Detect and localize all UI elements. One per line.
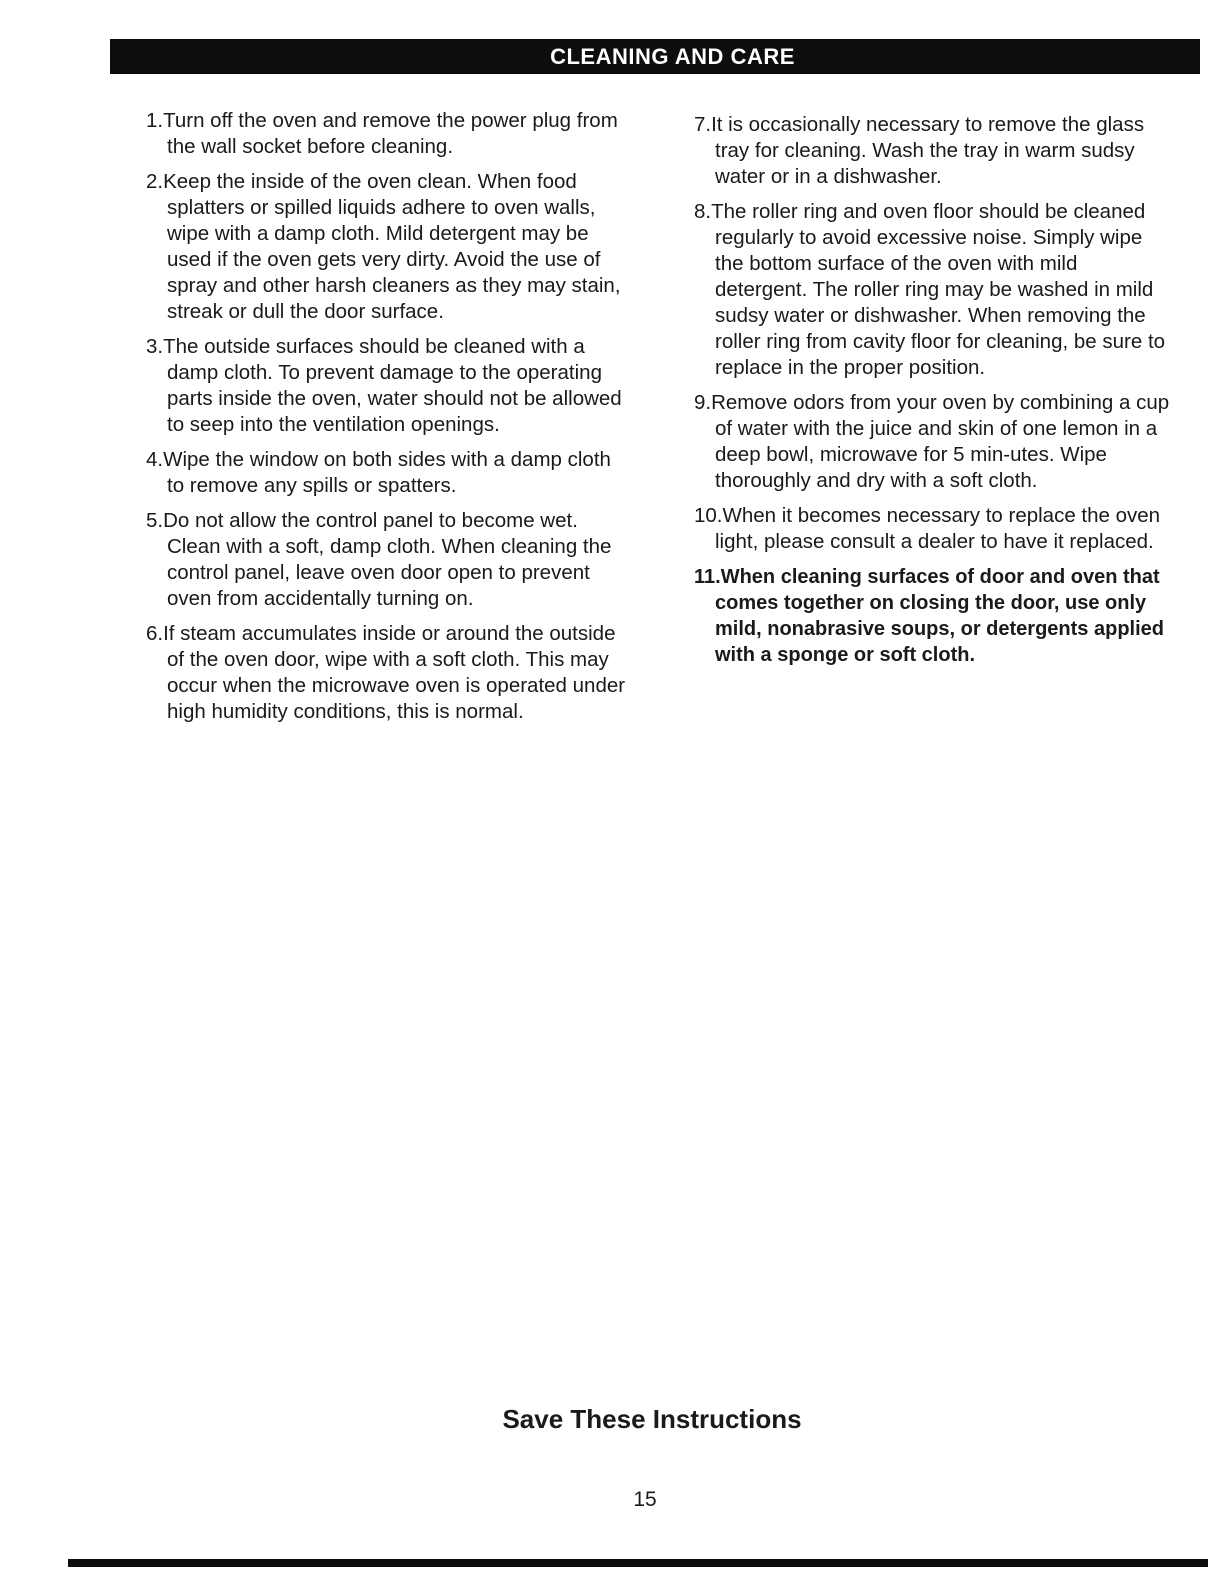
instruction-item: 7.It is occasionally necessary to remove the glass tray for cleaning. Wash the tray in warm sudsy water or in a dishwasher. xyxy=(694,113,1145,188)
instruction-item: 8.The roller ring and oven floor should be cleaned regularly to avoid excessive noise. Simply wipe the bottom surface of the oven with mild detergent. The roller ring may be washed in mild sudsy water or dishwasher. When removing the roller ring from cavity floor for cleaning, be sure to replace in the proper position. xyxy=(694,200,1166,379)
section-header-bar xyxy=(110,39,1200,74)
instruction-item: 1.Turn off the oven and remove the power plug from the wall socket before cleaning. xyxy=(146,109,618,158)
instruction-item: 3.The outside surfaces should be cleaned with a damp cloth. To prevent damage to the operating parts inside the oven, water should not be allowed to seep into the ventilation openings. xyxy=(146,335,622,436)
instruction-item: 9.Remove odors from your oven by combining a cup of water with the juice and skin of one lemon in a deep bowl, microwave for 5 min-utes. Wipe thoroughly and dry with a soft cloth. xyxy=(694,391,1170,492)
instructions-left-column xyxy=(146,108,626,734)
instruction-item: 5.Do not allow the control panel to become wet. Clean with a soft, damp cloth. When cleaning the control panel, leave oven door open to prevent oven from accidentally turning on. xyxy=(146,509,612,610)
save-instructions-heading: Save These Instructions xyxy=(502,1404,802,1434)
instructions-right-column xyxy=(694,112,1174,677)
instruction-item: 10.When it becomes necessary to replace the oven light, please consult a dealer to have it replaced. xyxy=(694,504,1161,553)
instruction-item: 4.Wipe the window on both sides with a damp cloth to remove any spills or spatters. xyxy=(146,448,611,497)
instruction-item: 6.If steam accumulates inside or around the outside of the oven door, wipe with a soft cloth. This may occur when the microwave oven is operated under high humidity conditions, this is normal. xyxy=(146,622,626,723)
page-number: 15 xyxy=(633,1488,657,1511)
bottom-rule xyxy=(68,1559,1208,1567)
instruction-item: 2.Keep the inside of the oven clean. When food splatters or spilled liquids adhere to oven walls, wipe with a damp cloth. Mild detergent may be used if the oven gets very dirty. Avoid the use of spray and other harsh cleaners as they may stain, streak or dull the door surface. xyxy=(146,170,621,323)
instruction-item: 11.When cleaning surfaces of door and oven that comes together on closing the door, use only mild, nonabrasive soups, or detergents applied with a sponge or soft cloth. xyxy=(694,566,1164,666)
section-title: CLEANING AND CARE xyxy=(550,44,795,69)
